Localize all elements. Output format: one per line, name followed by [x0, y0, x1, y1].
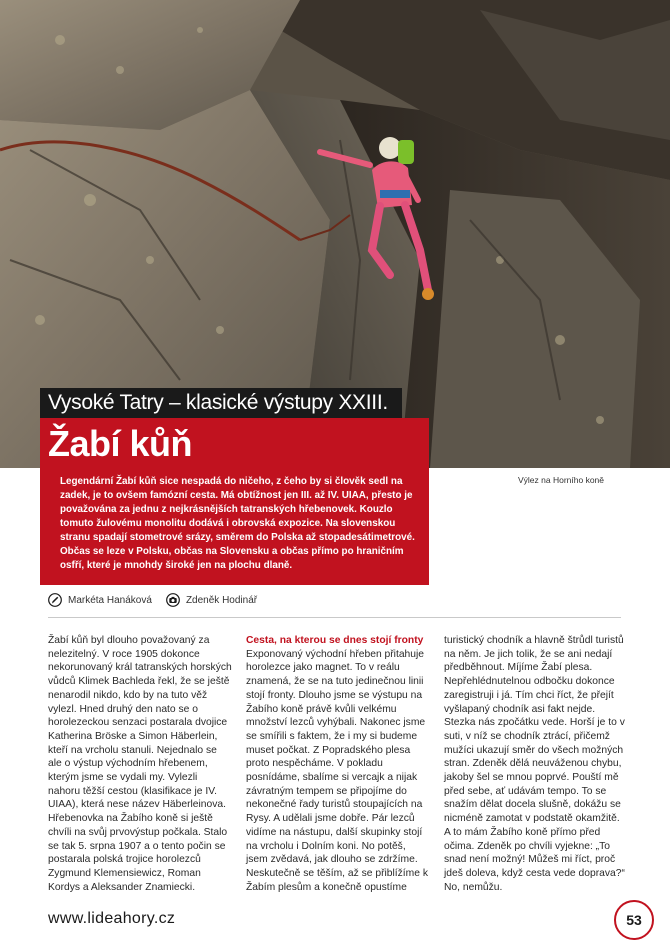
divider: [48, 617, 621, 618]
column-2: [246, 634, 430, 894]
credits: [48, 593, 271, 607]
author-credit: [48, 593, 152, 607]
article-title: Žabí kůň: [48, 423, 193, 464]
body-text-col1: Žabí kůň byl dlouho považovaný za nelezitelný. V roce 1905 dokonce nekorunovaný král tatranských horských vůdců Klimek Bachleda řekl, že se ještě nenarodil nikdo, kdo by na tuto věž vylezl. Hned druhý den nato se o horolezeckou senzaci postarala dvojice Katherina Bröske a Simon Häberlein, kteří na vrcholu stanuli. Nejednalo se ale o výstup východním hřebenem, kterým jsme se vydali my. Vylezli nahoru těžší cestou (klasifikace je IV. UIAA), která nese název Häberleinova. Hřebenovka na Žabího koně si ještě chvíli na svůj prvovýstup počkala. Stalo se tak 5. srpna 1907 a o tento počin se postarala polská trojice horolezců Zygmund Klemensiewicz, Roman Kordys a Aleksander Znamiecki.: [48, 635, 232, 893]
series-label: Vysoké Tatry – klasické výstupy XXIII.: [40, 388, 402, 418]
body-text-col3: turistický chodník a hlavně štrůdl turistů na něm. Je jich tolik, že se ani nedají předběhnout. Míjíme Žabí plesa. Nepřehlédnutelnou odbočku dokonce zaregistruji i já. Tím chci říct, že přejít vyšlapaný chodník asi fakt nejde. Stezka nás zpočátku vede. Horší je to v suti, v níž se chodník ztrácí, přičemž mužíci ukazují směr do všech možných stran. Zdeněk dělá neuváženou chybu, jakoby šel se mnou poprvé. Pouští mě před sebe, ať udávám tempo. To se snažím dělat docela slušně, dokážu se nicméně zamotat v podstatě okamžitě. A to mám Žabího koně přímo před očima. Zdeněk po chvíli vyjekne: „To snad není možný! Můžeš mi říct, proč jdeš doleva, když cesta vede doprava?“ No, nemůžu.: [444, 635, 625, 893]
page-number: 53: [614, 900, 654, 940]
body-text-col2: Exponovaný východní hřeben přitahuje horolezce jako magnet. To v reálu znamená, že se na tuto jedinečnou linii stojí fronty. Dlouho jsme se výstupu na Žabího koně právě kvůli velkému množství lezců vyhýbali. Nakonec jsme se smířili s faktem, že i my si budeme muset počkat. Z Popradského plesa proto nespěcháme. V pokladu posnídáme, sbalíme si vercajk a nijak závratným tempem se připojíme do nekonečné řady turistů stoupajících na Rysy. A udělali jsme dobře. Pár lezců vidíme na nástupu, další skupinky stojí na vrcholu i Dolním koni. No potěš, jsem zvědavá, jak dlouho se zdržíme. Neskutečně se těším, až se přiblížíme k Žabím plesům a konečně opustíme: [246, 648, 428, 893]
lead-paragraph: Legendární Žabí kůň sice nespadá do ničeho, z čeho by si člověk sedl na zadek, je to ovšem famózní cesta. Má obtížnost jen III. až IV. UIAA, přesto je považována za jednu z nejkrásnějších tatranských hřebenovek. Kouzlo tomuto žulovému monolitu dodává i obrovská expozice. Na slovenskou stranu spadají stometrové srázy, směrem do Polska až stopadesátimetrové. Občas se leze v Polsku, občas na Slovensku a občas přímo po hraničním osfří, které je mnohdy široké jen na plochu dlaně.: [60, 476, 415, 571]
photographer-name: Zdeněk Hodinář: [185, 594, 258, 606]
column-1: [48, 634, 232, 894]
column-3: [444, 634, 628, 894]
camera-icon: [166, 593, 180, 607]
author-name: Markéta Hanáková: [68, 594, 152, 606]
photographer-credit: [166, 593, 257, 607]
website-url[interactable]: www.lideahory.cz: [48, 910, 176, 927]
section-heading: Cesta, na kterou se dnes stojí fronty: [246, 635, 424, 646]
photo-caption: Výlez na Horního koně: [518, 475, 604, 485]
pen-icon: [48, 593, 62, 607]
